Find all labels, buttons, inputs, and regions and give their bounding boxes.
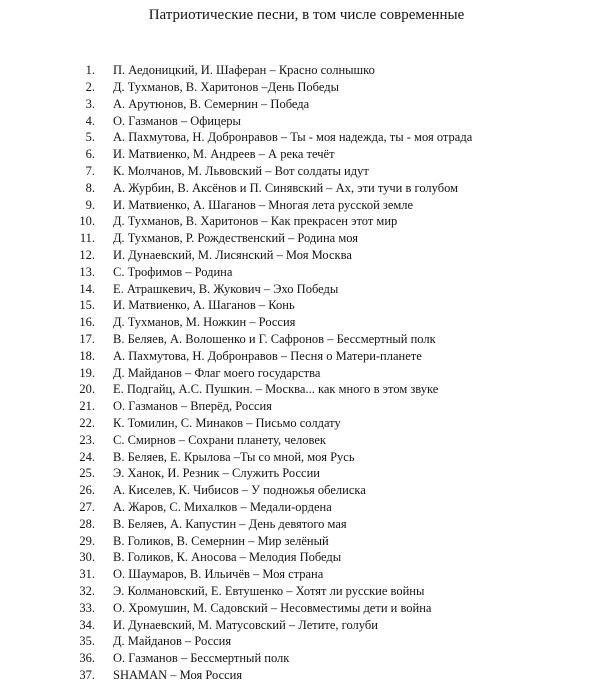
list-item-number: 22.: [79, 415, 95, 430]
list-item: [0, 398, 613, 415]
document-title: Патриотические песни, в том числе современные: [148, 7, 465, 23]
list-item: [0, 331, 613, 348]
list-item-text: Е. Подгайц, А.С. Пушкин. – Москва... как много в этом звуке: [113, 382, 439, 397]
list-item-text: О. Газманов – Бессмертный полк: [113, 651, 290, 666]
list-item: [0, 79, 613, 96]
list-item-number: 17.: [79, 332, 95, 346]
list-item-text: О. Шаумаров, В. Ильичёв – Моя страна: [113, 567, 324, 582]
list-item-text: К. Молчанов, М. Львовский – Вот солдаты идут: [113, 164, 369, 179]
list-item: [0, 449, 613, 466]
list-item: [0, 365, 613, 382]
list-item-text: SHAMAN – Моя Россия: [113, 667, 243, 682]
list-item: [0, 264, 613, 281]
list-item-number: 4.: [85, 113, 95, 128]
list-item: [0, 650, 613, 667]
list-item: [0, 516, 613, 533]
list-item-number: 36.: [79, 651, 95, 666]
list-item: [0, 415, 613, 432]
list-item-text: А. Киселев, К. Чибисов – У подножья обелиска: [113, 483, 366, 498]
list-item-number: 37.: [79, 667, 95, 682]
list-item-text: А. Пахмутова, Н. Добронравов – Ты - моя надежда, ты - моя отрада: [113, 130, 473, 145]
list-item-text: А. Жаров, С. Михалков – Медали-ордена: [113, 499, 332, 514]
list-item: [0, 348, 613, 365]
list-item-text: Д. Тухманов, В. Харитонов – Как прекрасен этот мир: [113, 214, 398, 229]
list-item-number: 13.: [79, 264, 95, 279]
list-item-number: 23.: [79, 432, 95, 447]
list-item-text: И. Дунаевский, М. Матусовский – Летите, голуби: [113, 617, 378, 632]
list-item-number: 11.: [79, 231, 95, 246]
list-item: [0, 213, 613, 230]
list-item: [0, 180, 613, 197]
list-item: [0, 381, 613, 398]
list-item: [0, 96, 613, 113]
list-item: [0, 667, 613, 684]
list-item-text: В. Беляев, Е. Крылова –Ты со мной, моя Русь: [113, 449, 355, 464]
list-item-number: 1.: [85, 63, 95, 78]
list-item-number: 20.: [79, 382, 95, 397]
list-item: [0, 230, 613, 247]
list-item-number: 31.: [79, 567, 95, 582]
list-item-number: 29.: [79, 533, 95, 548]
list-item: [0, 533, 613, 550]
list-item: [0, 314, 613, 331]
list-item-number: 8.: [85, 180, 95, 195]
list-item-number: 32.: [79, 583, 95, 598]
song-list: [0, 62, 613, 683]
list-item-number: 19.: [79, 365, 95, 380]
list-item: [0, 600, 613, 617]
list-item-text: В. Беляев, А. Капустин – День девятого мая: [113, 516, 347, 531]
list-item-text: В. Голиков, К. Аносова – Мелодия Победы: [113, 550, 342, 565]
list-item-number: 27.: [79, 499, 95, 514]
list-item-text: С. Трофимов – Родина: [113, 264, 233, 279]
list-item: [0, 62, 613, 79]
list-item: [0, 247, 613, 264]
list-item-text: Д. Майданов – Флаг моего государства: [113, 365, 321, 380]
list-item-text: Д. Тухманов, Р. Рождественский – Родина моя: [113, 231, 359, 246]
list-item-number: 30.: [79, 550, 95, 565]
list-item-number: 21.: [79, 399, 95, 414]
list-item-number: 15.: [79, 298, 95, 313]
list-item-text: Д. Тухманов, М. Ножкин – Россия: [113, 315, 296, 330]
list-item-text: О. Газманов – Вперёд, Россия: [113, 399, 272, 414]
list-item-number: 3.: [85, 96, 95, 111]
list-item-number: 33.: [79, 600, 95, 615]
list-item-text: Д. Тухманов, В. Харитонов –День Победы: [113, 80, 339, 95]
list-item-number: 25.: [79, 466, 95, 481]
list-item-number: 9.: [85, 197, 95, 212]
list-item-number: 12.: [79, 248, 95, 263]
list-item-text: О. Газманов – Офицеры: [113, 113, 241, 128]
list-item-number: 34.: [79, 617, 95, 632]
list-item: [0, 549, 613, 566]
list-item-text: В. Беляев, А. Волошенко и Г. Сафронов – Бессмертный полк: [113, 332, 436, 346]
list-item: [0, 281, 613, 298]
list-item-text: К. Томилин, С. Минаков – Письмо солдату: [113, 415, 341, 430]
list-item-text: Э. Ханок, И. Резник – Служить России: [113, 466, 320, 481]
list-item-number: 2.: [85, 80, 95, 95]
list-item-text: И. Матвиенко, А. Шаганов – Конь: [113, 298, 295, 313]
list-item: [0, 499, 613, 516]
list-item-text: П. Аедоницкий, И. Шаферан – Красно солнышко: [113, 63, 375, 78]
list-item: [0, 197, 613, 214]
list-item-text: А. Арутюнов, В. Семернин – Победа: [113, 96, 310, 111]
list-item-number: 26.: [79, 483, 95, 498]
list-item-number: 7.: [85, 164, 95, 179]
list-item-number: 18.: [79, 348, 95, 363]
list-item-number: 6.: [85, 147, 95, 162]
list-item-number: 24.: [79, 449, 95, 464]
list-item: [0, 146, 613, 163]
list-item: [0, 633, 613, 650]
list-item-text: О. Хромушин, М. Садовский – Несовместимы дети и война: [113, 600, 432, 615]
list-item-number: 28.: [79, 516, 95, 531]
list-item-text: А. Журбин, В. Аксёнов и П. Синявский – Ах, эти тучи в голубом: [113, 180, 459, 195]
list-item: [0, 297, 613, 314]
list-item-number: 16.: [79, 315, 95, 330]
list-item: [0, 465, 613, 482]
list-item: [0, 566, 613, 583]
list-item-text: А. Пахмутова, Н. Добронравов – Песня о Матери-планете: [113, 348, 422, 363]
list-item-text: Д. Майданов – Россия: [113, 634, 232, 649]
list-item-number: 35.: [79, 634, 95, 649]
list-item-text: Е. Атрашкевич, В. Жукович – Эхо Победы: [113, 281, 339, 296]
list-item-text: И. Матвиенко, А. Шаганов – Многая лета русской земле: [113, 197, 414, 212]
list-item: [0, 113, 613, 130]
list-item: [0, 432, 613, 449]
list-item: [0, 583, 613, 600]
list-item: [0, 482, 613, 499]
list-item-number: 5.: [85, 130, 95, 145]
list-item-text: В. Голиков, В. Семернин – Мир зелёный: [113, 533, 329, 548]
list-item: [0, 163, 613, 180]
list-item-number: 10.: [79, 214, 95, 229]
list-item-text: С. Смирнов – Сохрани планету, человек: [113, 432, 326, 447]
list-item-text: Э. Колмановский, Е. Евтушенко – Хотят ли русские войны: [113, 583, 425, 598]
list-item: [0, 617, 613, 634]
list-item-number: 14.: [79, 281, 95, 296]
list-item-text: И. Матвиенко, М. Андреев – А река течёт: [113, 147, 335, 162]
list-item: [0, 129, 613, 146]
list-item-text: И. Дунаевский, М. Лисянский – Моя Москва: [113, 248, 352, 263]
